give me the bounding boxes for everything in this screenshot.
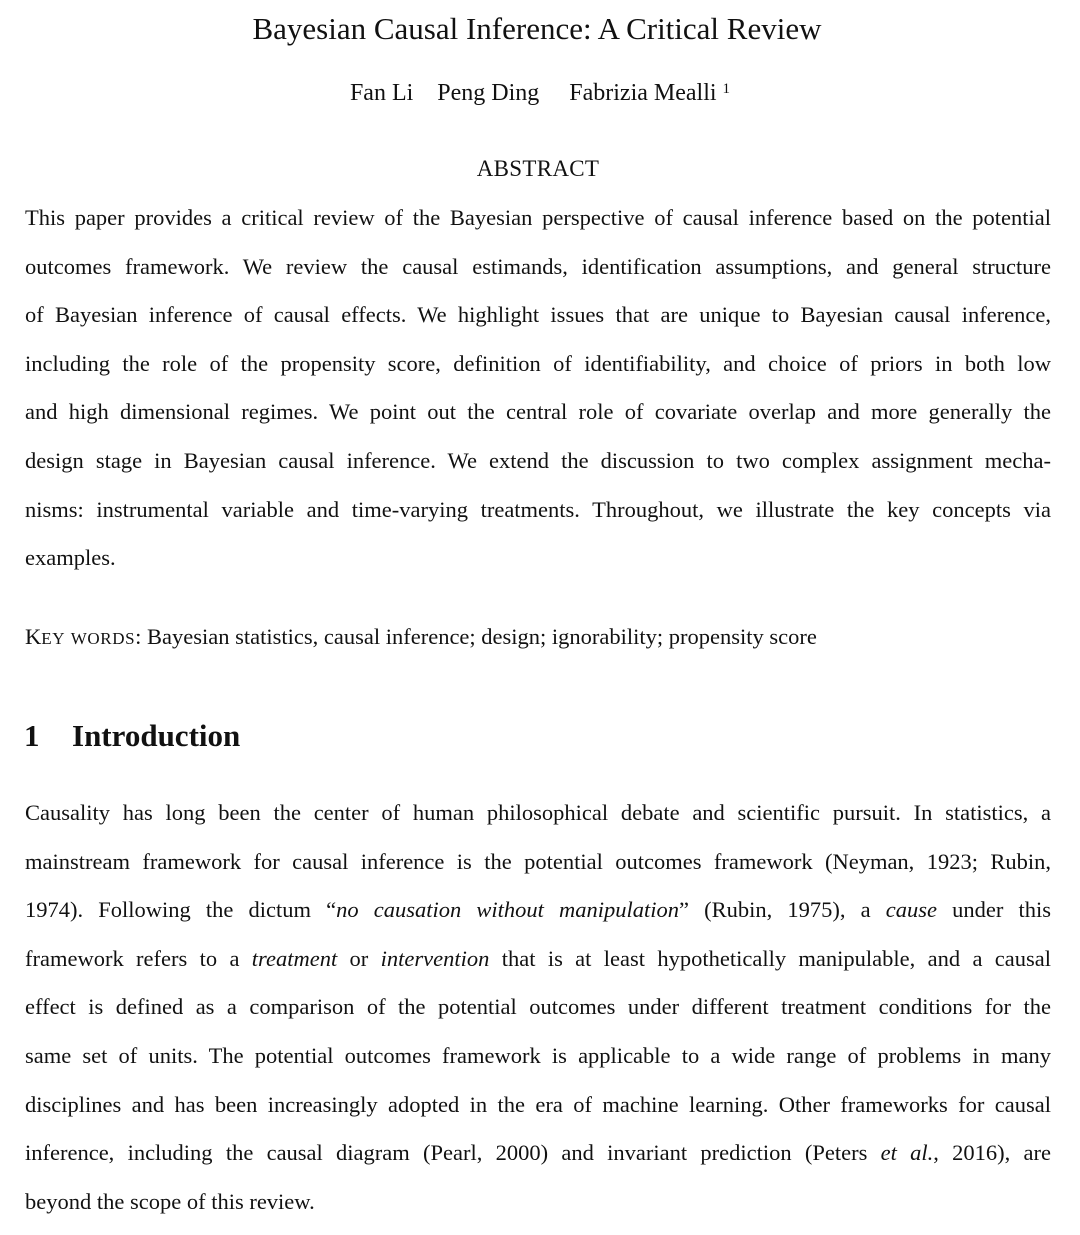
- abstract-line: outcomes framework. We review the causal estimands, identification assumptions, and general structure: [25, 253, 1051, 279]
- author-name: Peng Ding: [437, 80, 540, 106]
- abstract-line: including the role of the propensity score, definition of identifiability, and choice of priors in both low: [25, 350, 1051, 376]
- section-heading: [24, 714, 240, 758]
- abstract-line: nisms: instrumental variable and time-varying treatments. Throughout, we illustrate the key concepts via: [25, 496, 1051, 522]
- abstract-line: design stage in Bayesian causal inference. We extend the discussion to two complex assignment mecha-: [25, 447, 1051, 473]
- keywords-text: Bayesian statistics, causal inference; design; ignorability; propensity score: [147, 624, 817, 649]
- intro-emphasis: treatment: [251, 945, 338, 971]
- keywords-label-colon: :: [135, 624, 142, 649]
- intro-text: 1974). Following the dictum “: [25, 897, 337, 923]
- intro-line: disciplines and has been increasingly adopted in the era of machine learning. Other frameworks for causal: [25, 1091, 1051, 1117]
- intro-text: inference, including the causal diagram (Pearl, 2000) and invariant prediction (Peters: [25, 1140, 881, 1166]
- introduction-body: [25, 798, 1051, 1235]
- intro-text: that is at least hypothetically manipulable, and a causal: [489, 945, 1051, 971]
- intro-emphasis: cause: [885, 897, 937, 923]
- intro-line: beyond the scope of this review.: [25, 1188, 315, 1214]
- author-list: [0, 76, 1080, 110]
- intro-text: framework refers to a: [25, 945, 252, 971]
- abstract-heading: ABSTRACT: [476, 156, 600, 181]
- intro-line: [25, 895, 1051, 944]
- intro-text: or: [337, 945, 381, 971]
- abstract-line: This paper provides a critical review of the Bayesian perspective of causal inference based on the potential: [25, 205, 1051, 230]
- abstract-line: of Bayesian inference of causal effects. We highlight issues that are unique to Bayesian causal inference,: [25, 302, 1051, 328]
- intro-text: , 2016), are: [933, 1140, 1052, 1166]
- intro-emphasis: intervention: [380, 945, 490, 971]
- section-title: Introduction: [72, 718, 241, 753]
- intro-line: [25, 944, 1051, 993]
- intro-emphasis: no causation without manipulation: [336, 897, 680, 923]
- intro-text: under this: [937, 897, 1051, 923]
- keywords-label-smallcaps: EY: [41, 629, 66, 648]
- keywords-label-initial: K: [25, 624, 42, 649]
- keywords-label-smallcaps: WORDS: [70, 629, 136, 648]
- abstract-line: examples.: [25, 545, 116, 571]
- intro-line: effect is defined as a comparison of the potential outcomes under different treatment conditions for the: [25, 994, 1051, 1020]
- author-name: Fabrizia Mealli: [569, 80, 717, 106]
- section-number: 1: [24, 718, 40, 753]
- intro-text: ” (Rubin, 1975), a: [679, 897, 886, 923]
- intro-emphasis: et al.: [880, 1140, 934, 1166]
- abstract-body: [25, 203, 1051, 592]
- intro-line: same set of units. The potential outcomes framework is applicable to a wide range of problems in many: [25, 1042, 1051, 1068]
- author-name: Fan Li: [349, 80, 414, 106]
- intro-line: Causality has long been the center of human philosophical debate and scientific pursuit. In statistics, a: [25, 800, 1051, 825]
- paper-title: Bayesian Causal Inference: A Critical Review: [252, 11, 822, 46]
- intro-line: mainstream framework for causal inference is the potential outcomes framework (Neyman, 1923; Rubin,: [25, 848, 1051, 874]
- abstract-line: and high dimensional regimes. We point out the central role of covariate overlap and more generally the: [25, 399, 1051, 425]
- keywords: [25, 622, 817, 654]
- author-footnote-mark: 1: [722, 81, 731, 97]
- intro-line: [25, 1138, 1051, 1187]
